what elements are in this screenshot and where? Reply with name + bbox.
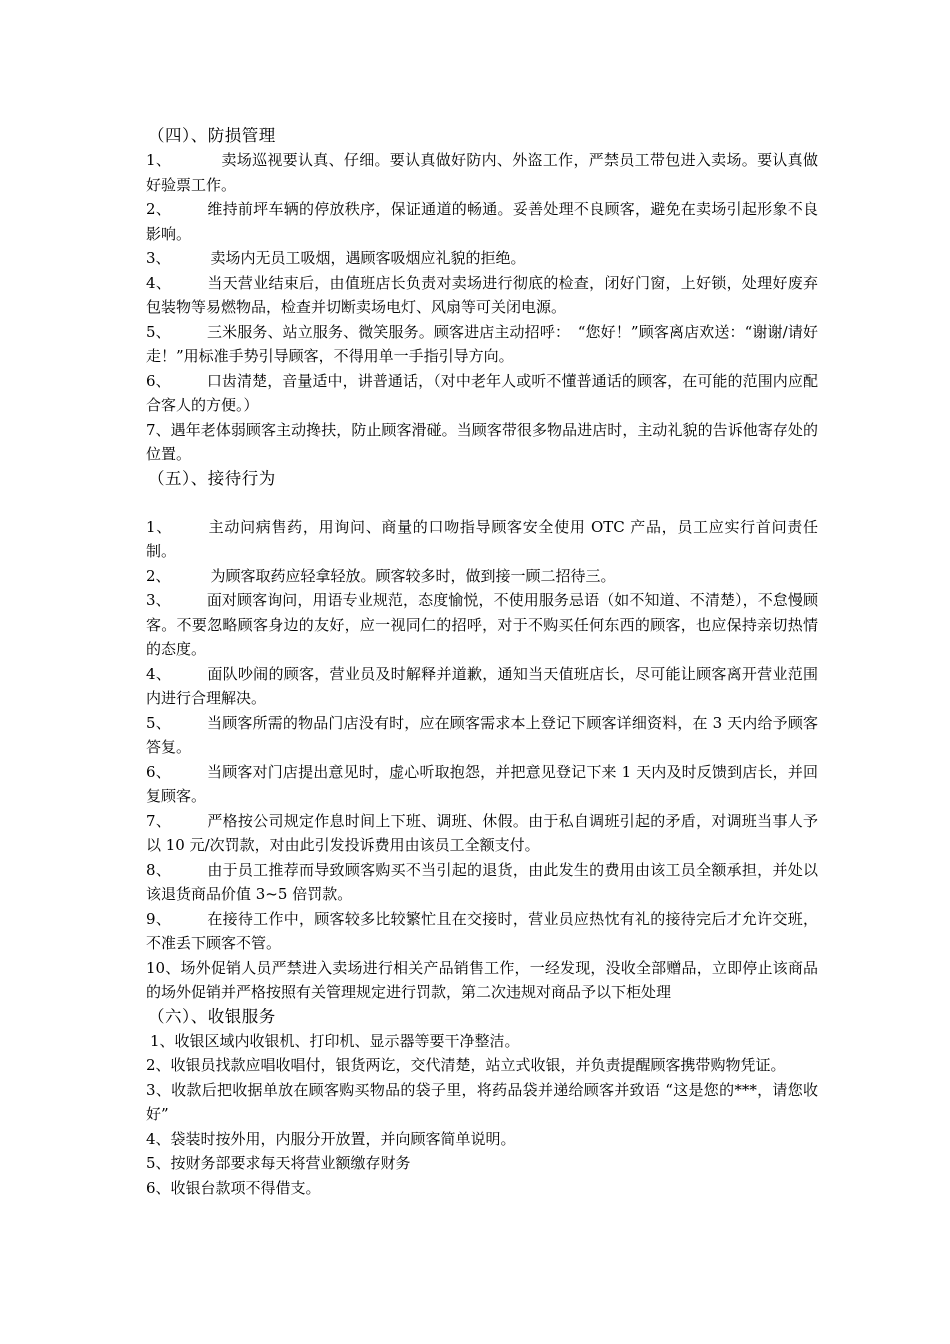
list-item: 7、遇年老体弱顾客主动搀扶，防止顾客滑碰。当顾客带很多物品进店时，主动礼貌的告诉他寄存处的位置。 [146, 420, 818, 463]
list-item: 3、 卖场内无员工吸烟，遇顾客吸烟应礼貌的拒绝。 [146, 249, 526, 267]
list-item: 5、 当顾客所需的物品门店没有时，应在顾客需求本上登记下顾客详细资料，在 3 天内给予顾客答复。 [146, 713, 818, 756]
list-item: 5、按财务部要求每天将营业额缴存财务 [146, 1154, 411, 1172]
list-item: 2、收银员找款应唱收唱付，银货两讫，交代清楚，站立式收银，并负责提醒顾客携带购物凭证。 [146, 1056, 786, 1074]
list-item: 1、收银区域内收银机、打印机、显示器等要干净整洁。 [150, 1031, 520, 1050]
list-item: 6、收银台款项不得借支。 [146, 1178, 321, 1197]
list-item: 9、 在接待工作中，顾客较多比较繁忙且在交接时，营业员应热忱有礼的接待完后才允许交班，不准丢下顾客不管。 [146, 909, 818, 952]
section-heading-reception: （五）、接待行为 [148, 468, 276, 488]
section-heading-loss-prevention: （四）、防损管理 [148, 126, 276, 145]
blank-line [146, 491, 818, 515]
list-item: 1、 主动问病售药，用询问、商量的口吻指导顾客安全使用 OTC 产品，员工应实行首问责任制。 [146, 517, 818, 560]
list-item: 1、 卖场巡视要认真、仔细。要认真做好防内、外盗工作，严禁员工带包进入卖场。要认真做好验票工作。 [146, 151, 818, 194]
section-heading-cashier: （六）、收银服务 [148, 1006, 276, 1026]
list-item: 4、 当天营业结束后，由值班店长负责对卖场进行彻底的检查，闭好门窗，上好锁，处理好废弃包装物等易燃物品，检查并切断卖场电灯、风扇等可关闭电源。 [146, 273, 818, 316]
document-body [146, 124, 818, 1200]
list-item: 3、收款后把收据单放在顾客购买物品的袋子里，将药品袋并递给顾客并致语 “这是您的***，请您收好” [146, 1080, 818, 1123]
list-item: 3、 面对顾客询问，用语专业规范，态度愉悦，不使用服务忌语（如不知道、不清楚），不怠慢顾客。不要忽略顾客身边的友好，应一视同仁的招呼，对于不购买任何东西的顾客，也应保持亲切热情的态度。 [146, 591, 818, 658]
list-item: 6、 口齿清楚，音量适中，讲普通话，（对中老年人或听不懂普通话的顾客，在可能的范围内应配合客人的方便。） [146, 371, 818, 414]
list-item: 6、 当顾客对门店提出意见时，虚心听取抱怨，并把意见登记下来 1 天内及时反馈到店长，并回复顾客。 [146, 762, 818, 805]
list-item: 4、袋装时按外用，内服分开放置，并向顾客简单说明。 [146, 1129, 516, 1148]
list-item: 5、 三米服务、站立服务、微笑服务。顾客进店主动招呼： “您好！”顾客离店欢送：“谢谢/请好走！”用标准手势引导顾客，不得用单一手指引导方向。 [146, 322, 818, 365]
list-item: 10、场外促销人员严禁进入卖场进行相关产品销售工作，一经发现，没收全部赠品，立即停止该商品的场外促销并严格按照有关管理规定进行罚款，第二次违规对商品予以下柜处理 [146, 958, 818, 1001]
list-item: 4、 面队吵闹的顾客，营业员及时解释并道歉，通知当天值班店长，尽可能让顾客离开营业范围内进行合理解决。 [146, 664, 818, 707]
list-item: 8、 由于员工推荐而导致顾客购买不当引起的退货，由此发生的费用由该工员全额承担，并处以该退货商品价值 3~5 倍罚款。 [146, 860, 818, 903]
list-item: 7、 严格按公司规定作息时间上下班、调班、休假。由于私自调班引起的矛盾，对调班当事人予以 10 元/次罚款，对由此引发投诉费用由该员工全额支付。 [146, 811, 818, 854]
list-item: 2、 为顾客取药应轻拿轻放。顾客较多时，做到接一顾二招待三。 [146, 566, 616, 585]
list-item: 2、 维持前坪车辆的停放秩序，保证通道的畅通。妥善处理不良顾客，避免在卖场引起形象不良影响。 [146, 200, 818, 243]
